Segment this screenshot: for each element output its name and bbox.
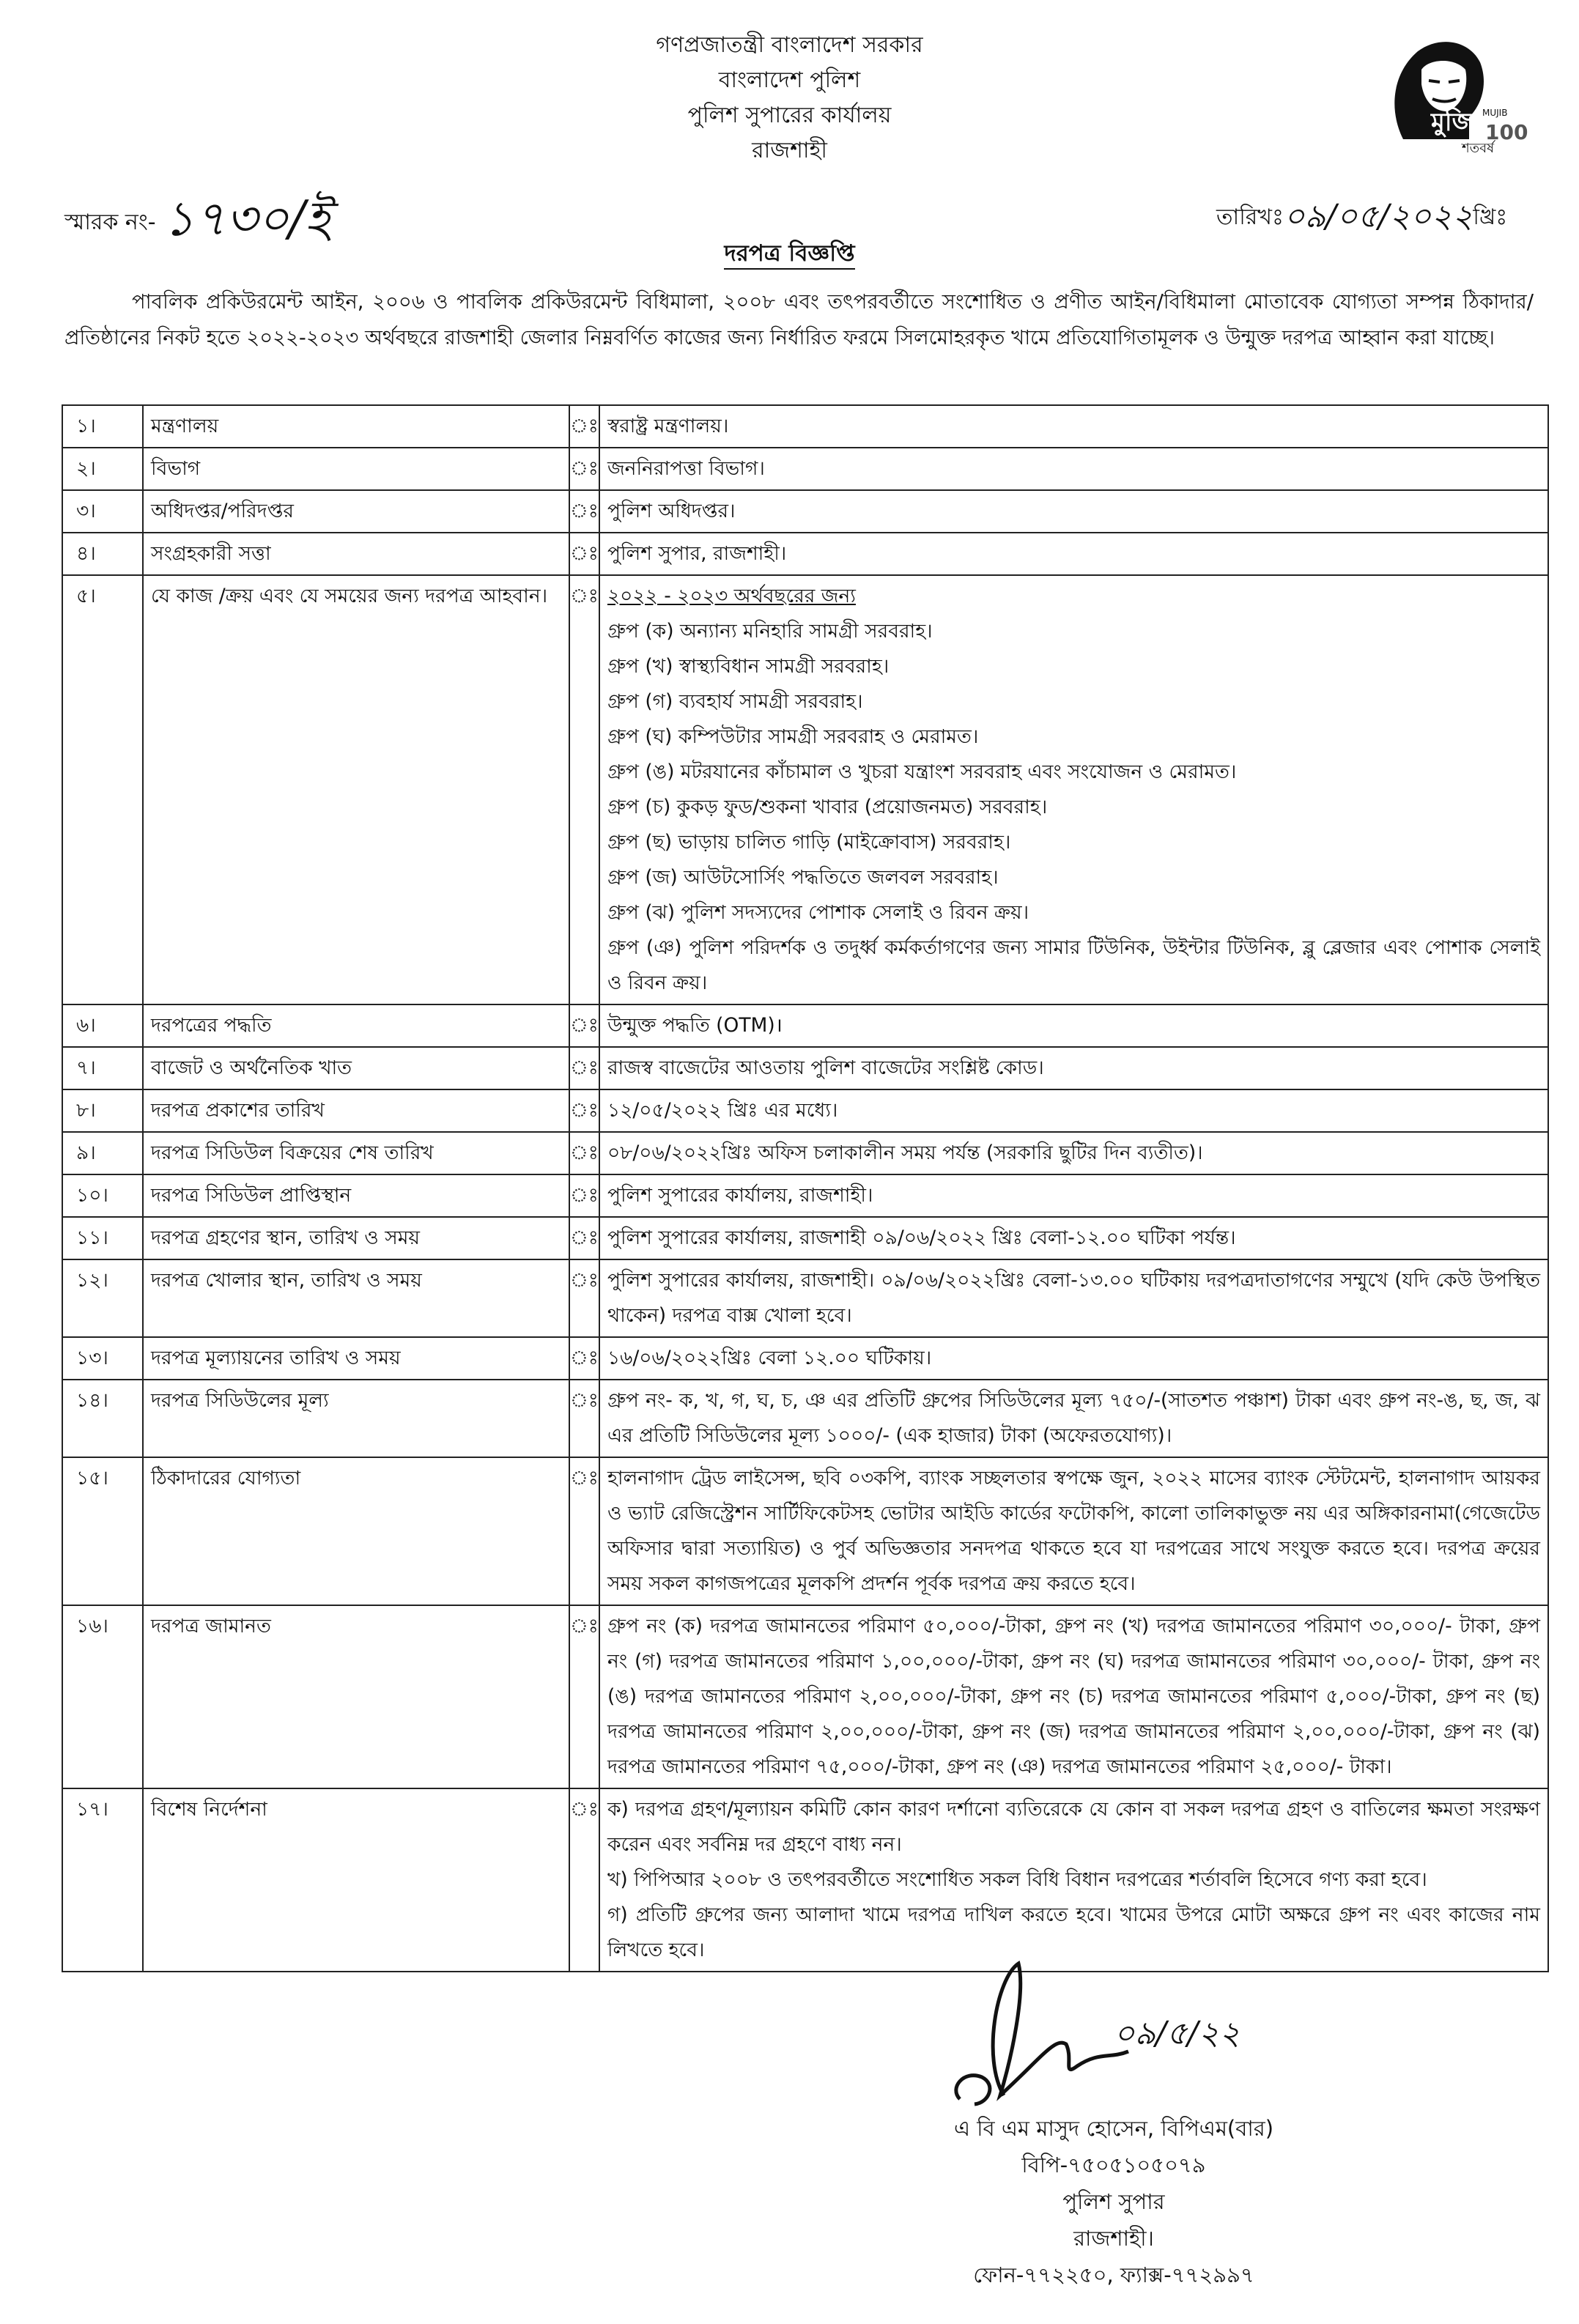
logo-text-mujib: MUJIB bbox=[1482, 108, 1508, 118]
row-serial: ৭। bbox=[62, 1047, 143, 1089]
date-label: তারিখঃ bbox=[1216, 204, 1284, 230]
logo-text-100: 100 bbox=[1485, 120, 1528, 144]
intro-paragraph: পাবলিক প্রকিউরমেন্ট আইন, ২০০৬ ও পাবলিক প্রকিউরমেন্ট বিধিমালা, ২০০৮ এবং তৎপরবর্তীতে সংশোধিত ও প্রণীত আইন/বিধিমালা মোতাবেক যোগ্যতা সম্পন্ন ঠিকাদার/প্রতিষ্ঠানের নিকট হতে ২০২২-২০২৩ অর্থবছরে রাজশাহী জেলার নিম্নবর্ণিত কাজের জন্য নির্ধারিত ফরমে সিলমোহরকৃত খামে প্রতিযোগিতামূলক ও উন্মুক্ত দরপত্র আহ্বান করা যাচ্ছে। bbox=[64, 290, 1534, 349]
row-value-line: খ) পিপিআর ২০০৮ ও তৎপরবর্তীতে সংশোধিত সকল বিধি বিধান দরপত্রের শর্তাবলি হিসেবে গণ্য করা হবে। bbox=[607, 1868, 1427, 1891]
row-value-line: গ্রুপ (ঝ) পুলিশ সদস্যদের পোশাক সেলাই ও রিবন ক্রয়। bbox=[607, 901, 1029, 924]
row-value bbox=[599, 1217, 1548, 1259]
row-value bbox=[599, 1259, 1548, 1337]
date-suffix: খ্রিঃ bbox=[1473, 204, 1508, 230]
row-value bbox=[599, 1380, 1548, 1457]
row-value-line: গ্রুপ (জ) আউটসোর্সিং পদ্ধতিতে জলবল সরবরাহ। bbox=[607, 866, 999, 889]
signer-contact: ফোন-৭৭২২৫০, ফ্যাক্স-৭৭২৯৯৭ bbox=[973, 2262, 1254, 2287]
row-serial: ৯। bbox=[62, 1132, 143, 1174]
table-row bbox=[62, 575, 1548, 1004]
row-value-line: রাজস্ব বাজেটের আওতায় পুলিশ বাজেটের সংশ্লিষ্ট কোড। bbox=[607, 1056, 1044, 1079]
row-value-line: গ্রুপ (ঘ) কম্পিউটার সামগ্রী সরবরাহ ও মেরামত। bbox=[607, 725, 979, 748]
row-label: ঠিকাদারের যোগ্যতা bbox=[143, 1457, 569, 1605]
row-colon: ঃ bbox=[569, 1457, 599, 1605]
row-serial: ১। bbox=[62, 405, 143, 448]
row-serial: ৪। bbox=[62, 533, 143, 575]
header-line-police: বাংলাদেশ পুলিশ bbox=[718, 67, 861, 93]
table-row bbox=[62, 1217, 1548, 1259]
row-colon: ঃ bbox=[569, 1380, 599, 1457]
row-value-line: পুলিশ সুপারের কার্যালয়, রাজশাহী। ০৯/০৬/২০২২খ্রিঃ বেলা-১৩.০০ ঘটিকায় দরপত্রদাতাগণের সম্মুখে (যদি কেউ উপস্থিত থাকেন) দরপত্র বাক্স খোলা হবে। bbox=[607, 1269, 1540, 1327]
table-row bbox=[62, 1259, 1548, 1337]
office-header bbox=[0, 28, 1579, 169]
table-row bbox=[62, 1132, 1548, 1174]
row-colon: ঃ bbox=[569, 490, 599, 533]
row-colon: ঃ bbox=[569, 1174, 599, 1217]
row-value-line: ১২/০৫/২০২২ খ্রিঃ এর মধ্যে। bbox=[607, 1099, 838, 1122]
row-label: যে কাজ /ক্রয় এবং যে সময়ের জন্য দরপত্র আহবান। bbox=[143, 575, 569, 1004]
row-value-line: জননিরাপত্তা বিভাগ। bbox=[607, 457, 765, 480]
row-serial: ২। bbox=[62, 448, 143, 490]
row-value-line: পুলিশ সুপারের কার্যালয়, রাজশাহী। bbox=[607, 1184, 873, 1207]
row-value bbox=[599, 1605, 1548, 1788]
row-colon: ঃ bbox=[569, 1047, 599, 1089]
signature bbox=[916, 1949, 1282, 2117]
row-label: দরপত্রের পদ্ধতি bbox=[143, 1004, 569, 1047]
row-value-line: গ্রুপ (খ) স্বাস্থ্যবিধান সামগ্রী সরবরাহ। bbox=[607, 655, 890, 678]
row-serial: ১০। bbox=[62, 1174, 143, 1217]
signature-date: ০৯/৫/২২ bbox=[1114, 2015, 1240, 2052]
row-serial: ১১। bbox=[62, 1217, 143, 1259]
row-value-line: গ্রুপ (ঙ) মটরযানের কাঁচামাল ও খুচরা যন্ত্রাংশ সরবরাহ এবং সংযোজন ও মেরামত। bbox=[607, 761, 1237, 783]
signer-place: রাজশাহী। bbox=[1073, 2226, 1154, 2251]
memo-label: স্মারক নং- bbox=[64, 210, 156, 235]
table-row bbox=[62, 490, 1548, 533]
row-colon: ঃ bbox=[569, 405, 599, 448]
row-value-line: ০৮/০৬/২০২২খ্রিঃ অফিস চলাকালীন সময় পর্যন্ত (সরকারি ছুটির দিন ব্যতীত)। bbox=[607, 1141, 1203, 1164]
row-colon: ঃ bbox=[569, 1004, 599, 1047]
date-value: ০৯/০৫/২০২২ bbox=[1284, 198, 1473, 235]
row-colon: ঃ bbox=[569, 575, 599, 1004]
row-value-line: গ) প্রতিটি গ্রুপের জন্য আলাদা খামে দরপত্র দাখিল করতে হবে। খামের উপরে মোটা অক্ষরে গ্রুপ নং এবং কাজের নাম লিখতে হবে। bbox=[607, 1903, 1540, 1961]
row-value bbox=[599, 1457, 1548, 1605]
table-row bbox=[62, 405, 1548, 448]
row-value-line: ক) দরপত্র গ্রহণ/মূল্যায়ন কমিটি কোন কারণ দর্শানো ব্যতিরেকে যে কোন বা সকল দরপত্র গ্রহণ ও বাতিলের ক্ষমতা সংরক্ষণ করেন এবং সর্বনিম্ন দর গ্রহণে বাধ্য নন। bbox=[607, 1798, 1540, 1856]
row-value-line: গ্রুপ (ক) অন্যান্য মনিহারি সামগ্রী সরবরাহ। bbox=[607, 620, 933, 643]
table-row bbox=[62, 448, 1548, 490]
row-label: দরপত্র জামানত bbox=[143, 1605, 569, 1788]
row-label: দরপত্র প্রকাশের তারিখ bbox=[143, 1089, 569, 1132]
logo-text-main: মুজিব bbox=[1431, 108, 1488, 137]
header-line-office: পুলিশ সুপারের কার্যালয় bbox=[687, 103, 892, 128]
row-colon: ঃ bbox=[569, 533, 599, 575]
table-row bbox=[62, 1605, 1548, 1788]
row-colon: ঃ bbox=[569, 1337, 599, 1380]
row-value bbox=[599, 1174, 1548, 1217]
table-row bbox=[62, 1337, 1548, 1380]
row-label: অধিদপ্তর/পরিদপ্তর bbox=[143, 490, 569, 533]
table-row bbox=[62, 1788, 1548, 1972]
row-serial: ১৭। bbox=[62, 1788, 143, 1972]
row-serial: ১৫। bbox=[62, 1457, 143, 1605]
row-value-line: গ্রুপ (ছ) ভাড়ায় চালিত গাড়ি (মাইক্রোবাস) সরবরাহ। bbox=[607, 831, 1011, 854]
tender-details-table bbox=[62, 404, 1549, 1972]
table-row bbox=[62, 1174, 1548, 1217]
row-value bbox=[599, 1004, 1548, 1047]
row-serial: ১৬। bbox=[62, 1605, 143, 1788]
row-value bbox=[599, 1788, 1548, 1972]
row-label: বাজেট ও অর্থনৈতিক খাত bbox=[143, 1047, 569, 1089]
row-label: দরপত্র সিডিউল বিক্রয়ের শেষ তারিখ bbox=[143, 1132, 569, 1174]
row-colon: ঃ bbox=[569, 1132, 599, 1174]
row-label: সংগ্রহকারী সত্তা bbox=[143, 533, 569, 575]
row-label: দরপত্র গ্রহণের স্থান, তারিখ ও সময় bbox=[143, 1217, 569, 1259]
signer-name: এ বি এম মাসুদ হোসেন, বিপিএম(বার) bbox=[953, 2116, 1274, 2141]
notice-title: দরপত্র বিজ্ঞপ্তি bbox=[0, 236, 1579, 274]
row-colon: ঃ bbox=[569, 1217, 599, 1259]
row-value bbox=[599, 1047, 1548, 1089]
row-label: বিভাগ bbox=[143, 448, 569, 490]
row-value-line: গ্রুপ (চ) কুকড় ফুড/শুকনা খাবার (প্রয়োজনমত) সরবরাহ। bbox=[607, 796, 1048, 818]
row-colon: ঃ bbox=[569, 1605, 599, 1788]
row-serial: ১৪। bbox=[62, 1380, 143, 1457]
row-value-line: ১৬/০৬/২০২২খ্রিঃ বেলা ১২.০০ ঘটিকায়। bbox=[607, 1347, 932, 1369]
table-row bbox=[62, 1004, 1548, 1047]
row-serial: ৮। bbox=[62, 1089, 143, 1132]
row-value-line: গ্রুপ (ঞ) পুলিশ পরিদর্শক ও তদুর্ধ্ব কর্মকর্তাগণের জন্য সামার টিউনিক, উইন্টার টিউনিক, ব্লু ব্লেজার এবং পোশাক সেলাই ও রিবন ক্রয়। bbox=[607, 936, 1540, 994]
row-value-line: হালনাগাদ ট্রেড লাইসেন্স, ছবি ০৩কপি, ব্যাংক সচ্ছলতার স্বপক্ষে জুন, ২০২২ মাসের ব্যাংক স্টেটমেন্ট, হালনাগাদ আয়কর ও ভ্যাট রেজিস্ট্রেশন সার্টিফিকেটসহ ভোটার আইডি কার্ডের ফটোকপি, কালো তালিকাভুক্ত নয় এর অঙ্গিকারনামা(গেজেটেড অফিসার দ্বারা সত্যায়িত) ও পুর্ব অভিজ্ঞতার সনদপত্র থাকতে হবে যা দরপত্রের সাথে সংযুক্ত করতে হবে। দরপত্র ক্রয়ের সময় সকল কাগজপত্রের মূলকপি প্রদর্শন পূর্বক দরপত্র ক্রয় করতে হবে। bbox=[607, 1467, 1540, 1595]
row-value-line: গ্রুপ নং (ক) দরপত্র জামানতের পরিমাণ ৫০,০০০/-টাকা, গ্রুপ নং (খ) দরপত্র জামানতের পরিমাণ ৩০,০০০/- টাকা, গ্রুপ নং (গ) দরপত্র জামানতের পরিমাণ ১,০০,০০০/-টাকা, গ্রুপ নং (ঘ) দরপত্র জামানতের পরিমাণ ৩০,০০০/- টাকা, গ্রুপ নং (ঙ) দরপত্র জামানতের পরিমাণ ২,০০,০০০/-টাকা, গ্রুপ নং (চ) দরপত্র জামানতের পরিমাণ ৫,০০০/-টাকা, গ্রুপ নং (ছ) দরপত্র জামানতের পরিমাণ ২,০০,০০০/-টাকা, গ্রুপ নং (জ) দরপত্র জামানতের পরিমাণ ২,০০,০০০/-টাকা, গ্রুপ নং (ঝ) দরপত্র জামানতের পরিমাণ ৭৫,০০০/-টাকা, গ্রুপ নং (ঞ) দরপত্র জামানতের পরিমাণ ২৫,০০০/- টাকা। bbox=[607, 1615, 1540, 1778]
memo-value: ১৭৩০/ই bbox=[163, 190, 330, 247]
table-row bbox=[62, 1047, 1548, 1089]
row-colon: ঃ bbox=[569, 1089, 599, 1132]
signer-block bbox=[909, 2110, 1319, 2293]
row-serial: ৩। bbox=[62, 490, 143, 533]
row-value bbox=[599, 1089, 1548, 1132]
row-value bbox=[599, 533, 1548, 575]
row-colon: ঃ bbox=[569, 448, 599, 490]
row-label: দরপত্র মূল্যায়নের তারিখ ও সময় bbox=[143, 1337, 569, 1380]
row-value-line: পুলিশ অধিদপ্তর। bbox=[607, 500, 736, 522]
row-value-line: পুলিশ সুপারের কার্যালয়, রাজশাহী ০৯/০৬/২০২২ খ্রিঃ বেলা-১২.০০ ঘটিকা পর্যন্ত। bbox=[607, 1226, 1236, 1249]
row-serial: ৬। bbox=[62, 1004, 143, 1047]
table-row bbox=[62, 533, 1548, 575]
row-value bbox=[599, 1337, 1548, 1380]
row-value-line: গ্রুপ নং- ক, খ, গ, ঘ, চ, ঞ এর প্রতিটি গ্রুপের সিডিউলের মূল্য ৭৫০/-(সাতশত পঞ্চাশ) টাকা এবং গ্রুপ নং-ঙ, ছ, জ, ঝ এর প্রতিটি সিডিউলের মূল্য ১০০০/- (এক হাজার) টাকা (অফেরতযোগ্য)। bbox=[607, 1389, 1540, 1447]
signer-bp-number: বিপি-৭৫০৫১০৫০৭৯ bbox=[1021, 2153, 1206, 2177]
row-value bbox=[599, 490, 1548, 533]
mujib-borsho-logo bbox=[1359, 29, 1528, 158]
row-value-line: পুলিশ সুপার, রাজশাহী। bbox=[607, 542, 787, 565]
row-value bbox=[599, 575, 1548, 1004]
logo-text-sub: শতবর্ষ bbox=[1462, 141, 1495, 156]
header-line-district: রাজশাহী bbox=[752, 138, 827, 163]
row-label: দরপত্র সিডিউল প্রাপ্তিস্থান bbox=[143, 1174, 569, 1217]
row-colon: ঃ bbox=[569, 1259, 599, 1337]
table-row bbox=[62, 1380, 1548, 1457]
row-label: মন্ত্রণালয় bbox=[143, 405, 569, 448]
row-serial: ১৩। bbox=[62, 1337, 143, 1380]
row-value-line: স্বরাষ্ট্র মন্ত্রণালয়। bbox=[607, 415, 729, 437]
row-value bbox=[599, 405, 1548, 448]
row-value bbox=[599, 1132, 1548, 1174]
row-label: দরপত্র সিডিউলের মূল্য bbox=[143, 1380, 569, 1457]
table-row bbox=[62, 1457, 1548, 1605]
table-row bbox=[62, 1089, 1548, 1132]
row-label: বিশেষ নির্দেশনা bbox=[143, 1788, 569, 1972]
row-value-line: ২০২২ - ২০২৩ অর্থবছরের জন্য bbox=[607, 585, 856, 607]
row-serial: ১২। bbox=[62, 1259, 143, 1337]
row-value-line: উন্মুক্ত পদ্ধতি (OTM)। bbox=[607, 1014, 783, 1037]
row-value bbox=[599, 448, 1548, 490]
row-serial: ৫। bbox=[62, 575, 143, 1004]
row-label: দরপত্র খোলার স্থান, তারিখ ও সময় bbox=[143, 1259, 569, 1337]
row-value-line: গ্রুপ (গ) ব্যবহার্য সামগ্রী সরবরাহ। bbox=[607, 690, 863, 713]
header-line-government: গণপ্রজাতন্ত্রী বাংলাদেশ সরকার bbox=[656, 32, 923, 58]
row-colon: ঃ bbox=[569, 1788, 599, 1972]
signer-designation: পুলিশ সুপার bbox=[1062, 2189, 1165, 2214]
